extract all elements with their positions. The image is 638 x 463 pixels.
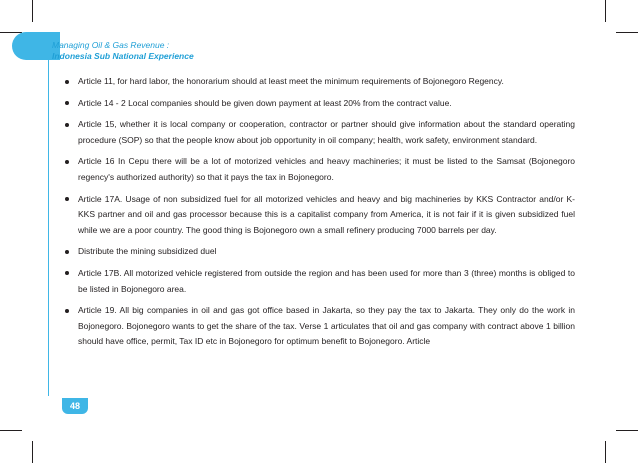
- crop-mark: [0, 430, 22, 431]
- list-item: Article 15, whether it is local company or cooperation, contractor or partner should give information about the standard operating procedure (SOP) so that the people know about job opportunity in oil company; health, work safety, environment standard.: [62, 117, 575, 148]
- list-item: Distribute the mining subsidized duel: [62, 244, 575, 260]
- crop-mark: [616, 32, 638, 33]
- crop-mark: [32, 0, 33, 22]
- body-content: [62, 74, 575, 356]
- running-header-line2: Indonesia Sub National Experience: [52, 51, 194, 61]
- running-header: [52, 40, 194, 62]
- running-header-line1: Managing Oil & Gas Revenue :: [52, 40, 170, 50]
- page-number: 48: [62, 398, 88, 414]
- crop-mark: [605, 0, 606, 22]
- list-item: Article 14 - 2 Local companies should be given down payment at least 20% from the contract value.: [62, 96, 575, 112]
- list-item: Article 19. All big companies in oil and gas got office based in Jakarta, so they pay the tax to Jakarta. They only do the work in Bojonegoro. Bojonegoro wants to get the share of the tax. Verse 1 articulates that oil and gas company with contract above 1 billion should have office, permit, Tax ID etc in Bojonegoro for optimum benefit to Bojonegoro. Article: [62, 303, 575, 350]
- list-item: Article 17A. Usage of non subsidized fuel for all motorized vehicles and heavy and big machineries by KKS Contractor and/or K-KKS partner and oil and gas processor because this is a capitalist company from America, it is not fair if it is given subsidized fuel while we are a poor country. The good thing is Bojonegoro own a small refinery producing 7000 barrels per day.: [62, 192, 575, 239]
- crop-mark: [32, 441, 33, 463]
- list-item: Article 16 In Cepu there will be a lot of motorized vehicles and heavy machineries; it must be listed to the Samsat (Bojonegoro regency's authorized authority) so that it pays the tax in Bojonegoro.: [62, 154, 575, 185]
- crop-mark: [616, 430, 638, 431]
- bullet-list: [62, 74, 575, 350]
- list-item: Article 11, for hard labor, the honorarium should at least meet the minimum requirements of Bojonegoro Regency.: [62, 74, 575, 90]
- list-item: Article 17B. All motorized vehicle registered from outside the region and has been used for more than 3 (three) months is obliged to be listed in Bojonegoro area.: [62, 266, 575, 297]
- crop-mark: [605, 441, 606, 463]
- side-rule: [48, 60, 49, 396]
